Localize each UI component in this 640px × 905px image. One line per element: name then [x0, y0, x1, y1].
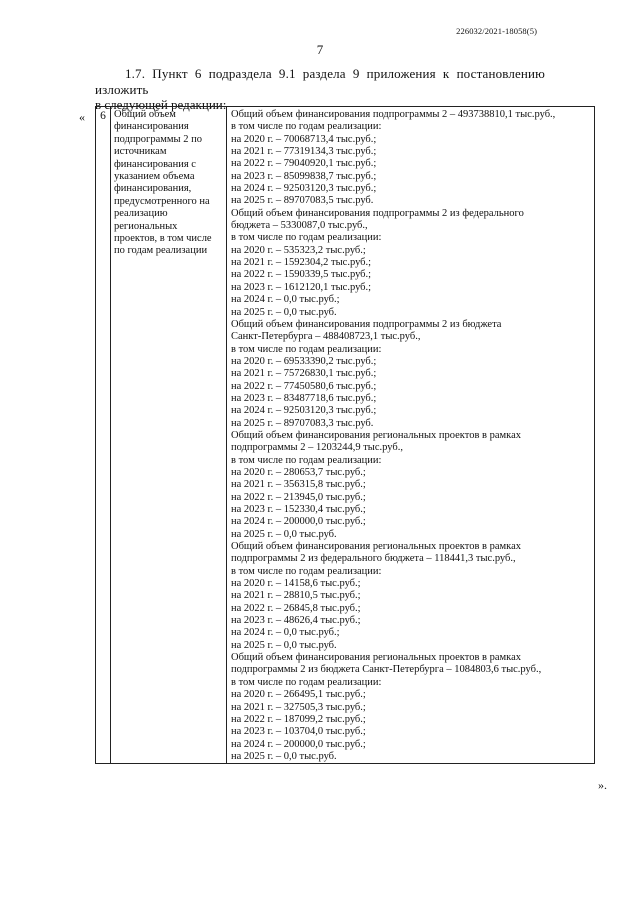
financing-section: [231, 208, 591, 319]
year-amount-line: на 2021 г. – 75726830,1 тыс.руб.;: [231, 368, 377, 380]
section-heading-line: Общий объем финансирования региональных проектов в рамках: [231, 541, 522, 553]
year-amount-line: на 2020 г. – 535323,2 тыс.руб.;: [231, 244, 366, 256]
year-amount-line: на 2023 г. – 83487718,6 тыс.руб.;: [231, 392, 377, 404]
year-amount-line: на 2023 г. – 85099838,7 тыс.руб.;: [231, 170, 377, 182]
amendment-intro-line-2: в следующей редакции:: [95, 97, 227, 112]
section-heading-line: Санкт-Петербурга – 488408723,1 тыс.руб.,: [231, 331, 421, 343]
section-heading-line: подпрограммы 2 из бюджета Санкт-Петербурга – 1084803,6 тыс.руб.,: [231, 664, 542, 676]
section-heading-line: бюджета – 5330087,0 тыс.руб.,: [231, 220, 368, 232]
table-row: [96, 107, 595, 764]
year-amount-line: на 2025 г. – 0,0 тыс.руб.: [231, 528, 337, 540]
year-amount-line: на 2023 г. – 152330,4 тыс.руб.;: [231, 504, 366, 515]
section-heading-line: Общий объем финансирования региональных проектов в рамках: [231, 652, 522, 664]
section-heading-line: Общий объем финансирования подпрограммы 2 – 493738810,1 тыс.руб.,: [231, 109, 556, 120]
amendment-intro-line-1: 1.7. Пункт 6 подраздела 9.1 раздела 9 приложения к постановлению изложить: [95, 66, 545, 97]
financing-section: [231, 541, 591, 652]
year-amount-line: на 2025 г. – 0,0 тыс.руб.: [231, 639, 337, 651]
section-heading-line: подпрограммы 2 – 1203244,9 тыс.руб.,: [231, 442, 403, 454]
year-amount-line: на 2020 г. – 280653,7 тыс.руб.;: [231, 466, 366, 478]
year-amount-line: на 2021 г. – 1592304,2 тыс.руб.;: [231, 257, 372, 269]
financing-section: [231, 319, 591, 430]
section-heading-line: Общий объем финансирования региональных проектов в рамках: [231, 429, 522, 441]
year-amount-line: на 2020 г. – 266495,1 тыс.руб.;: [231, 689, 366, 701]
financing-section: [231, 109, 591, 208]
financing-section: [231, 652, 591, 763]
page-number: 7: [316, 42, 324, 57]
year-amount-line: на 2025 г. – 0,0 тыс.руб.: [231, 750, 337, 762]
year-amount-line: на 2022 г. – 213945,0 тыс.руб.;: [231, 491, 366, 503]
year-amount-line: на 2025 г. – 0,0 тыс.руб.: [231, 306, 337, 318]
year-amount-line: на 2024 г. – 0,0 тыс.руб.;: [231, 294, 340, 306]
closing-quote: ».: [598, 778, 607, 792]
year-amount-line: на 2021 г. – 28810,5 тыс.руб.;: [231, 590, 361, 602]
year-amount-line: на 2021 г. – 77319134,3 тыс.руб.;: [231, 146, 377, 158]
section-heading-line: Общий объем финансирования подпрограммы 2 из бюджета: [231, 318, 502, 330]
year-amount-line: на 2022 г. – 1590339,5 тыс.руб.;: [231, 269, 372, 281]
section-heading-line: в том числе по годам реализации:: [231, 676, 382, 688]
year-amount-line: на 2024 г. – 200000,0 тыс.руб.;: [231, 738, 366, 750]
section-heading-line: подпрограммы 2 из федерального бюджета – 118441,3 тыс.руб.,: [231, 553, 516, 565]
year-amount-line: на 2023 г. – 48626,4 тыс.руб.;: [231, 615, 361, 627]
document-registration-number: 226032/2021-18058(5): [456, 26, 537, 36]
year-amount-line: на 2024 г. – 0,0 тыс.руб.;: [231, 627, 340, 639]
year-amount-line: на 2021 г. – 327505,3 тыс.руб.;: [231, 701, 366, 713]
opening-quote: «: [79, 110, 85, 124]
financing-content: [227, 107, 595, 764]
section-heading-line: в том числе по годам реализации:: [231, 121, 382, 133]
financing-section: [231, 430, 591, 541]
year-amount-line: на 2020 г. – 14158,6 тыс.руб.;: [231, 578, 361, 590]
amendment-table: [95, 106, 595, 764]
year-amount-line: на 2025 г. – 89707083,3 тыс.руб.: [231, 417, 374, 429]
year-amount-line: на 2022 г. – 187099,2 тыс.руб.;: [231, 713, 366, 725]
year-amount-line: на 2025 г. – 89707083,5 тыс.руб.: [231, 195, 374, 207]
section-heading-line: в том числе по годам реализации:: [231, 343, 382, 355]
year-amount-line: на 2022 г. – 26845,8 тыс.руб.;: [231, 602, 361, 614]
year-amount-line: на 2024 г. – 92503120,3 тыс.руб.;: [231, 405, 377, 417]
year-amount-line: на 2022 г. – 77450580,6 тыс.руб.;: [231, 380, 377, 392]
year-amount-line: на 2021 г. – 356315,8 тыс.руб.;: [231, 479, 366, 491]
section-heading-line: в том числе по годам реализации:: [231, 232, 382, 244]
year-amount-line: на 2023 г. – 103704,0 тыс.руб.;: [231, 726, 366, 738]
year-amount-line: на 2023 г. – 1612120,1 тыс.руб.;: [231, 281, 372, 293]
year-amount-line: на 2024 г. – 200000,0 тыс.руб.;: [231, 516, 366, 528]
year-amount-line: на 2020 г. – 70068713,4 тыс.руб.;: [231, 133, 377, 145]
row-label: Общий объем финансирования подпрограммы 2 по источникам финансирования с указанием объема финансирования, предусмотренного на реализацию региональных проектов, в том числе по годам реализации: [111, 107, 227, 764]
row-number: 6: [96, 107, 111, 764]
year-amount-line: на 2022 г. – 79040920,1 тыс.руб.;: [231, 158, 377, 170]
section-heading-line: в том числе по годам реализации:: [231, 565, 382, 577]
section-heading-line: Общий объем финансирования подпрограммы 2 из федерального: [231, 207, 524, 219]
section-heading-line: в том числе по годам реализации:: [231, 454, 382, 466]
year-amount-line: на 2024 г. – 92503120,3 тыс.руб.;: [231, 183, 377, 195]
year-amount-line: на 2020 г. – 69533390,2 тыс.руб.;: [231, 355, 377, 367]
